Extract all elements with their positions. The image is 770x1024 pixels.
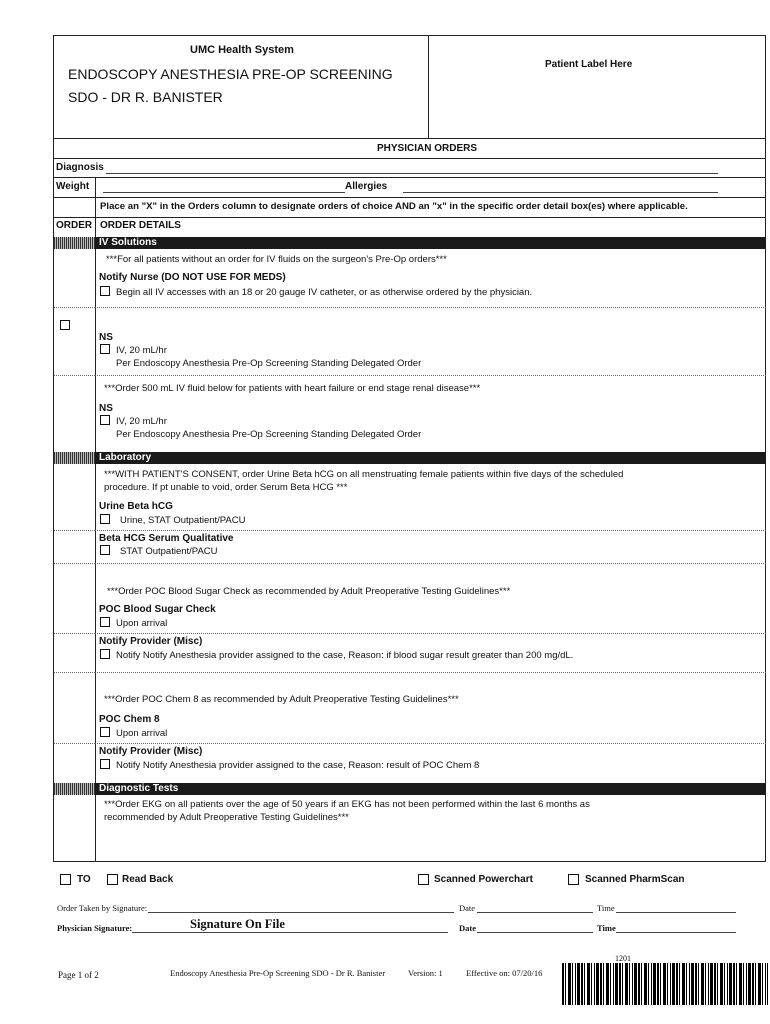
barcode — [562, 963, 768, 1005]
ns1-title: NS — [99, 332, 113, 343]
org-name: UMC Health System — [190, 44, 294, 56]
physician-date-label: Date — [459, 923, 476, 933]
urine-beta-item: Urine, STAT Outpatient/PACU — [120, 515, 246, 526]
section-stripe — [54, 452, 95, 464]
allergies-field[interactable] — [403, 192, 718, 193]
ns2-item: IV, 20 mL/hr — [116, 416, 167, 427]
row-divider — [95, 307, 766, 308]
row-divider — [54, 375, 95, 376]
order-taken-signature-field[interactable] — [148, 912, 454, 913]
notify-provider-2-item: Notify Notify Anesthesia provider assigned to the case, Reason: result of POC Chem 8 — [116, 760, 480, 771]
ns2-sub: Per Endoscopy Anesthesia Pre-Op Screening Standing Delegated Order — [116, 429, 422, 440]
notify-provider-1-item: Notify Notify Anesthesia provider assigned to the case, Reason: if blood sugar result greater than 200 mg/dL. — [116, 650, 574, 661]
rule — [53, 197, 766, 198]
physician-signature-field[interactable] — [132, 932, 448, 933]
rule — [53, 217, 766, 218]
order-taken-label: Order Taken by Signature: — [57, 903, 148, 913]
scanned-powerchart-checkbox[interactable] — [418, 874, 429, 885]
footer-form-name: Endoscopy Anesthesia Pre-Op Screening SDO - Dr R. Banister — [170, 968, 386, 978]
rule — [53, 177, 766, 178]
diag-note-2: recommended by Adult Preoperative Testing Guidelines*** — [104, 812, 349, 823]
poc-note: ***Order POC Blood Sugar Check as recommended by Adult Preoperative Testing Guidelines*** — [107, 586, 511, 597]
notify-provider-1-checkbox[interactable] — [100, 649, 110, 659]
footer-effective: Effective on: 07/20/16 — [466, 968, 543, 978]
order-column-divider — [95, 177, 96, 862]
chem-item: Upon arrival — [116, 728, 168, 739]
row-divider — [95, 530, 766, 531]
poc-checkbox[interactable] — [100, 617, 110, 627]
beta-hcg-title: Beta HCG Serum Qualitative — [99, 533, 234, 544]
scanned-pharmscan-label: Scanned PharmScan — [585, 874, 685, 885]
chem-checkbox[interactable] — [100, 727, 110, 737]
iv-note: ***For all patients without an order for IV fluids on the surgeon's Pre-Op orders*** — [106, 254, 447, 265]
diag-note-1: ***Order EKG on all patients over the age of 50 years if an EKG has not been performed within the last 6 months as — [104, 799, 590, 810]
row-divider — [54, 672, 95, 673]
row-divider — [54, 307, 95, 308]
section-stripe — [54, 783, 95, 795]
iv-solutions-heading: IV Solutions — [95, 237, 766, 249]
scanned-powerchart-label: Scanned Powerchart — [434, 874, 533, 885]
details-column-header: ORDER DETAILS — [100, 220, 181, 231]
lab-note-1: ***WITH PATIENT'S CONSENT, order Urine Beta hCG on all menstruating female patients within five days of the scheduled — [104, 469, 624, 480]
form-subtitle: SDO - DR R. BANISTER — [68, 89, 223, 105]
form-title: ENDOSCOPY ANESTHESIA PRE-OP SCREENING — [68, 66, 393, 82]
diagnosis-label: Diagnosis — [56, 162, 104, 173]
notify-provider-1-title: Notify Provider (Misc) — [99, 636, 203, 647]
row-divider — [95, 375, 766, 376]
read-back-checkbox[interactable] — [107, 874, 118, 885]
weight-field[interactable] — [103, 192, 345, 193]
instruction-text: Place an "X" in the Orders column to designate orders of choice AND an "x" in the specific order detail box(es) where applicable. — [100, 201, 688, 212]
section-stripe — [54, 237, 95, 249]
form-code: 1201 — [615, 954, 631, 963]
notify-provider-2-checkbox[interactable] — [100, 759, 110, 769]
footer-version: Version: 1 — [408, 968, 443, 978]
header-bottom-rule — [53, 138, 766, 139]
notify-nurse-checkbox[interactable] — [100, 286, 110, 296]
ns2-title: NS — [99, 403, 113, 414]
ns2-note: ***Order 500 mL IV fluid below for patients with heart failure or end stage renal disease*** — [104, 383, 481, 394]
allergies-label: Allergies — [345, 181, 388, 192]
ns1-item: IV, 20 mL/hr — [116, 345, 167, 356]
signature-on-file: Signature On File — [190, 917, 285, 931]
row-divider — [54, 743, 95, 744]
physician-signature-label: Physician Signature: — [57, 923, 133, 933]
order-checkbox[interactable] — [60, 320, 70, 330]
diagnostic-tests-heading: Diagnostic Tests — [95, 783, 766, 795]
laboratory-heading: Laboratory — [95, 452, 766, 464]
weight-label: Weight — [56, 181, 90, 192]
beta-hcg-item: STAT Outpatient/PACU — [120, 546, 218, 557]
order-taken-date-field[interactable] — [477, 912, 593, 913]
notify-nurse-title: Notify Nurse (DO NOT USE FOR MEDS) — [99, 272, 286, 283]
order-column-header: ORDER — [56, 220, 93, 231]
read-back-label: Read Back — [122, 874, 174, 885]
ns2-checkbox[interactable] — [100, 415, 110, 425]
poc-item: Upon arrival — [116, 618, 168, 629]
page-number: Page 1 of 2 — [58, 970, 99, 980]
row-divider — [54, 563, 95, 564]
notify-nurse-item: Begin all IV accesses with an 18 or 20 gauge IV catheter, or as otherwise ordered by the physician. — [116, 287, 533, 298]
header-divider — [428, 35, 429, 138]
row-divider — [54, 633, 95, 634]
physician-orders-title: PHYSICIAN ORDERS — [377, 143, 478, 154]
physician-time-field[interactable] — [616, 932, 736, 933]
chem-title: POC Chem 8 — [99, 714, 160, 725]
diagnosis-field[interactable] — [106, 173, 718, 174]
urine-beta-checkbox[interactable] — [100, 514, 110, 524]
to-label: TO — [77, 874, 91, 885]
ns1-sub: Per Endoscopy Anesthesia Pre-Op Screening Standing Delegated Order — [116, 358, 422, 369]
ns1-checkbox[interactable] — [100, 344, 110, 354]
row-divider — [54, 530, 95, 531]
scanned-pharmscan-checkbox[interactable] — [568, 874, 579, 885]
beta-hcg-checkbox[interactable] — [100, 545, 110, 555]
lab-note-2: procedure. If pt unable to void, order Serum Beta HCG *** — [104, 482, 348, 493]
urine-beta-title: Urine Beta hCG — [99, 501, 173, 512]
order-taken-time-label: Time — [597, 903, 615, 913]
row-divider — [95, 672, 766, 673]
order-taken-time-field[interactable] — [616, 912, 736, 913]
physician-date-field[interactable] — [477, 932, 593, 933]
row-divider — [95, 743, 766, 744]
row-divider — [95, 633, 766, 634]
physician-time-label: Time — [597, 923, 616, 933]
order-taken-date-label: Date — [459, 903, 476, 913]
poc-title: POC Blood Sugar Check — [99, 604, 216, 615]
chem-note: ***Order POC Chem 8 as recommended by Adult Preoperative Testing Guidelines*** — [104, 694, 459, 705]
notify-provider-2-title: Notify Provider (Misc) — [99, 746, 203, 757]
rule — [53, 158, 766, 159]
to-checkbox[interactable] — [60, 874, 71, 885]
patient-label: Patient Label Here — [545, 59, 633, 70]
row-divider — [95, 563, 766, 564]
